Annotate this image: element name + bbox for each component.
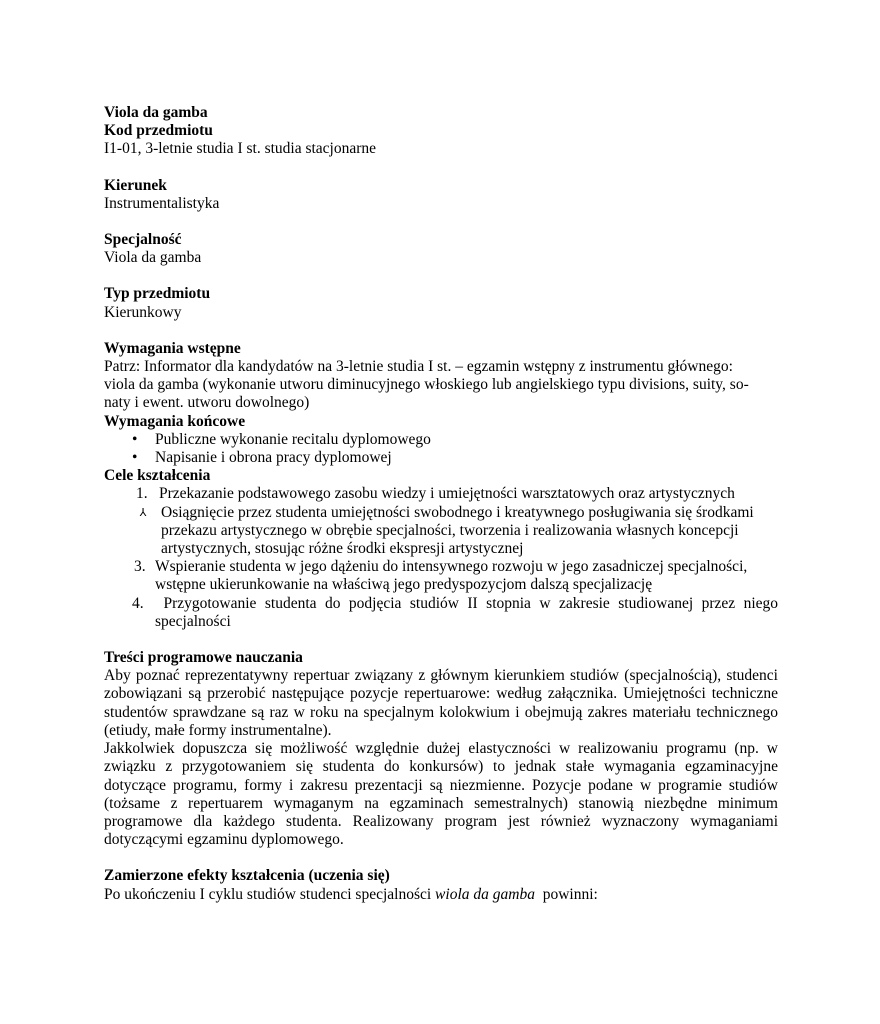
kierunek-label: Kierunek — [104, 176, 167, 194]
list-item: 1. Przekazanie podstawowego zasobu wiedzy i umiejętności warsztatowych oraz artystycznych — [136, 485, 735, 503]
tresci-label: Treści programowe nauczania — [104, 649, 303, 667]
specjalnosc-label: Specjalność — [104, 231, 182, 249]
cele-list — [104, 485, 782, 631]
wymagania-wstepne-line: viola da gamba (wykonanie utworu diminucyjnego włoskiego lub angielskiego typu divisions, suity, so- — [104, 376, 749, 394]
wymagania-wstepne-line: Patrz: Informator dla kandydatów na 3-letnie studia I st. – egzamin wstępny z instrumentu głównego: — [104, 358, 733, 376]
cele-label: Cele kształcenia — [104, 467, 211, 485]
wymagania-koncowe-list — [104, 431, 778, 467]
list-number: 3. — [134, 558, 146, 576]
efekty-label: Zamierzone efekty kształcenia (uczenia się) — [104, 867, 390, 885]
code-value: I1-01, 3-letnie studia I st. studia stacjonarne — [104, 140, 377, 158]
subject-title: Viola da gamba — [104, 104, 208, 121]
kierunek-value: Instrumentalistyka — [104, 194, 220, 212]
list-item: • Publiczne wykonanie recitalu dyplomowego — [132, 430, 431, 448]
document-content — [104, 104, 782, 904]
tresci-paragraph: Aby poznać reprezentatywny repertuar związany z głównym kierunkiem studiów (specjalnością), studenci zobowiązani są przerobić następujące pozycje repertuarowe: według załącznika. Umiejętności techniczne studentów sprawdzane są raz w roku na specjalnym kolokwium i obejmują zakres materiału technicznego (etiudy, małe formy instrumentalne). — [104, 667, 778, 739]
list-number: 1. — [136, 485, 148, 503]
specjalnosc-value: Viola da gamba — [104, 249, 202, 267]
wymagania-koncowe-label: Wymagania końcowe — [104, 412, 246, 430]
typ-value: Kierunkowy — [104, 303, 182, 321]
list-item: 3. Wspieranie studenta w jego dążeniu do intensywnego rozwoju w jego zasadniczej specjalności, wstępne ukierunkowanie na właściwą jego predyspozycjom dalszą specjalizację — [134, 558, 748, 594]
list-item: • Napisanie i obrona pracy dyplomowej — [132, 449, 392, 467]
list-marker-icon: ⅄ — [139, 505, 147, 519]
wymagania-wstepne-line: naty i ewent. utworu dowolnego) — [104, 394, 310, 412]
list-item: 4. Przygotowanie studenta do podjęcia studiów II stopnia w zakresie studiowanej przez niego specjalności — [132, 594, 782, 630]
bullet-icon: • — [132, 430, 138, 448]
typ-label: Typ przedmiotu — [104, 285, 211, 303]
wymagania-wstepne-label: Wymagania wstępne — [104, 339, 241, 357]
list-number: 4. — [132, 594, 144, 612]
list-item: ⅄ Osiągnięcie przez studenta umiejętności swobodnego i kreatywnego posługiwania się środkami przekazu artystycznego w obrębie specjalności, tworzenia i realizowania własnych koncepcji artystycznych, stosując różne środki ekspresji artystycznej — [104, 504, 778, 559]
code-label: Kod przedmiotu — [104, 122, 213, 140]
tresci-paragraph: Jakkolwiek dopuszcza się możliwość względnie dużej elastyczności w realizowaniu programu (np. w związku z przygotowaniem się studenta do konkursów) to jednak stałe wymagania egzaminacyjne dotyczące programu, formy i zakresu prezentacji są niezmienne. Pozycje podane w programie studiów (tożsame z repertuarem wymaganym na egzaminach semestralnych) stanowią niezbędne minimum programowe dla każdego studenta. Realizowany program jest również wyznaczony wymaganiami dotyczącymi egzaminu dyplomowego. — [104, 740, 778, 849]
bullet-icon: • — [132, 449, 138, 467]
efekty-intro: Po ukończeniu I cyklu studiów studenci specjalności wiola da gamba powinni: — [104, 885, 598, 903]
